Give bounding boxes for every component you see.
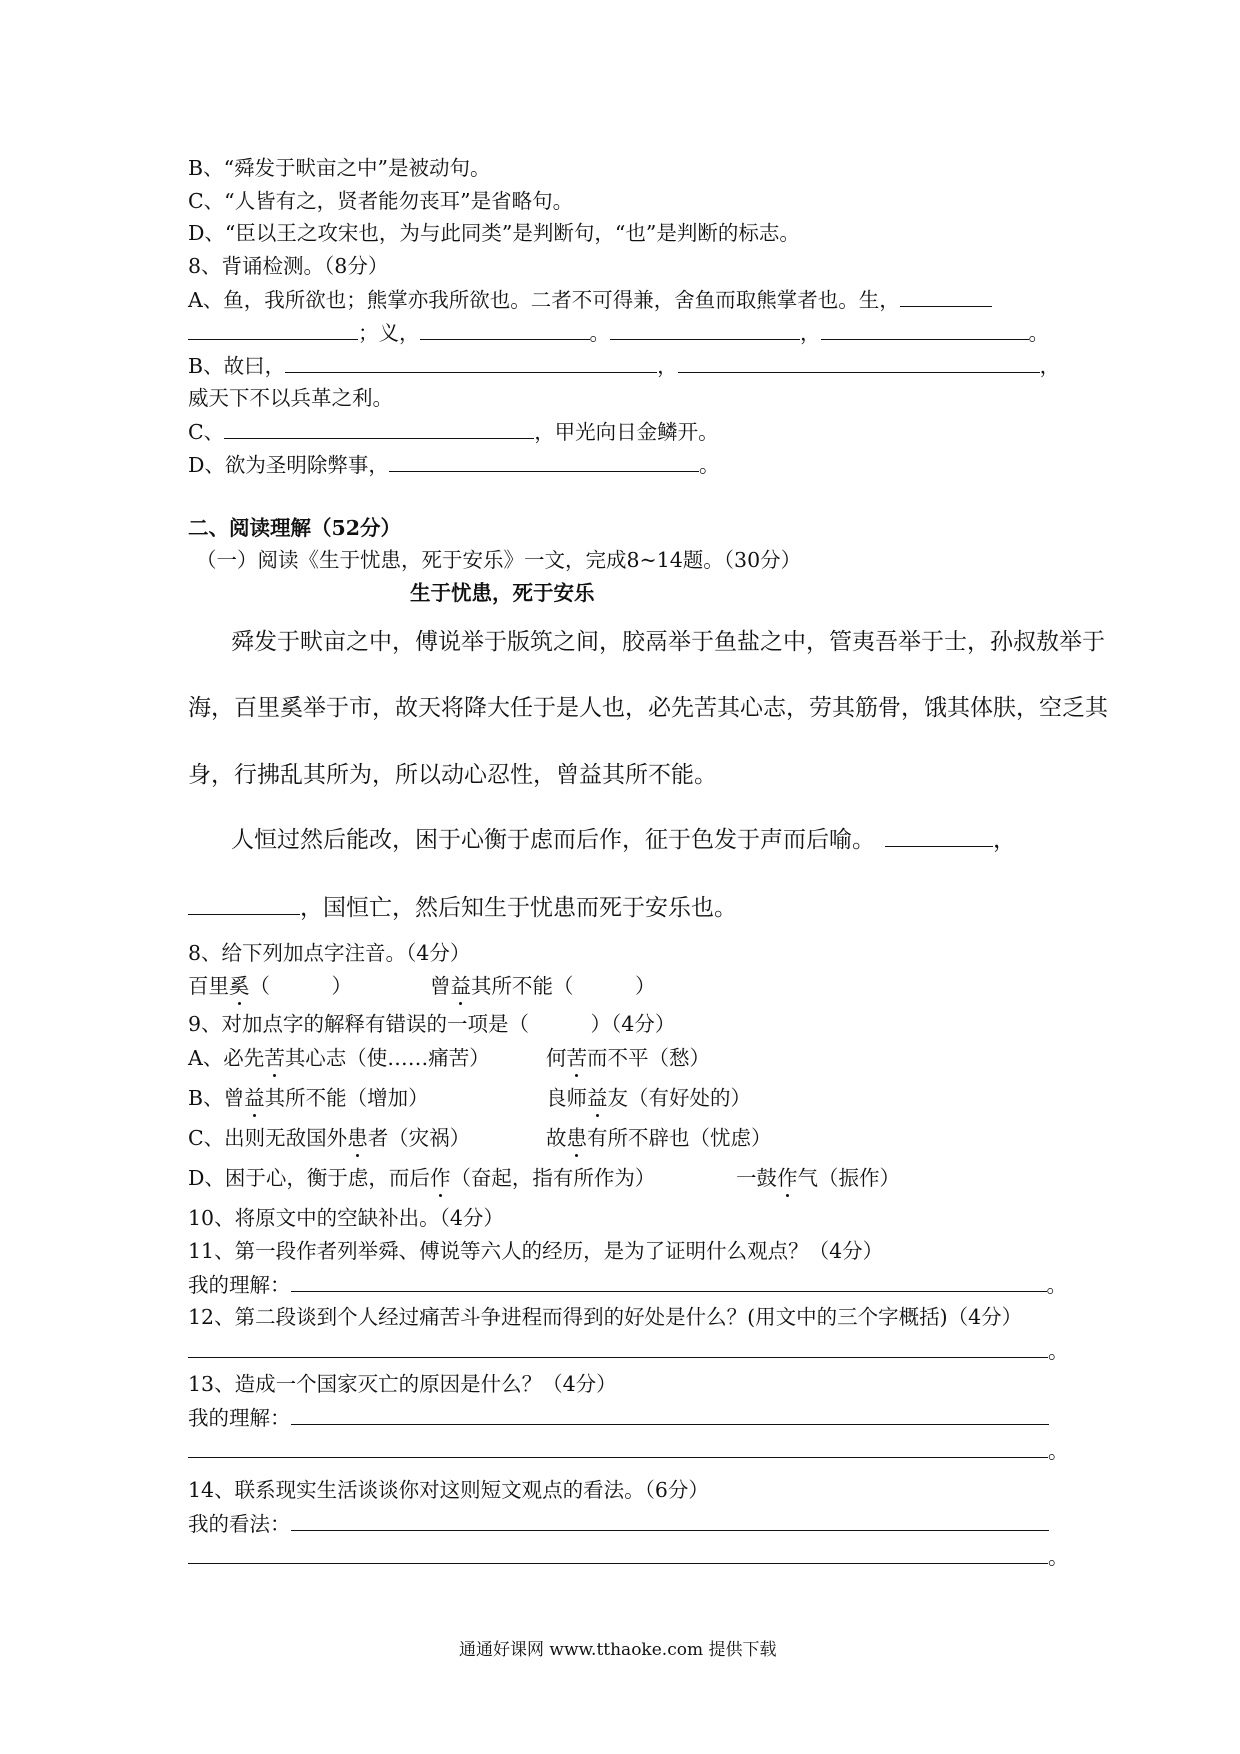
q7-option-b: B、“舜发于畎亩之中”是被动句。 — [188, 156, 491, 180]
q8-item-2 — [430, 973, 656, 999]
dotted-char: 益 — [244, 1086, 265, 1110]
q9-text: 友（有好处的） — [607, 1086, 751, 1110]
punct: ， — [657, 354, 678, 378]
q9-b-left — [188, 1085, 429, 1111]
q9-text: D、困于心，衡于虑，而后 — [188, 1166, 430, 1190]
q8-title: 8、给下列加点字注音。（4分） — [188, 941, 471, 965]
q9-text: 而不平（愁） — [587, 1046, 710, 1070]
q11-title: 11、第一段作者列举舜、傅说等六人的经历，是为了证明什么观点？（4分） — [188, 1239, 884, 1263]
q8-recite-c — [188, 418, 719, 445]
q8-item-1 — [188, 973, 352, 999]
answer-label: 我的理解： — [188, 1406, 291, 1430]
q8-recite-d-text: D、欲为圣明除弊事， — [188, 453, 389, 477]
q8-recite-title: 8、背诵检测。（8分） — [188, 254, 389, 278]
q9-a-right — [546, 1045, 710, 1071]
dotted-char: 益 — [450, 974, 471, 998]
punct: ， — [1039, 354, 1061, 378]
answer-label: 我的理解： — [188, 1273, 291, 1297]
q9-text: 何 — [546, 1046, 567, 1070]
answer-blank[interactable] — [188, 894, 300, 915]
dotted-char: 益 — [587, 1086, 608, 1110]
answer-blank[interactable] — [188, 1543, 1048, 1564]
punct: 。 — [1048, 1545, 1069, 1569]
passage-p1-line3: 身，行拂乱其所为，所以动心忍性，曾益其所不能。 — [188, 762, 717, 788]
passage-p2-text: 人恒过然后能改，困于心衡于虑而后作，征于色发于声而后喻。 — [231, 827, 875, 853]
q9-text: A、必先 — [188, 1046, 265, 1070]
q9-c-right — [546, 1125, 772, 1151]
q14-answer-line1 — [188, 1510, 1049, 1537]
q9-b-right — [546, 1085, 751, 1111]
punct: 。 — [1048, 1439, 1069, 1463]
answer-blank[interactable] — [291, 1510, 1049, 1531]
q8-recite-b-text: B、故曰， — [188, 354, 286, 378]
q7-option-c: C、“人皆有之，贤者能勿丧耳”是省略句。 — [188, 189, 574, 213]
punct: ， — [800, 321, 821, 345]
q8-item-2-pre: 曾 — [430, 974, 451, 998]
answer-blank[interactable] — [188, 1337, 1048, 1358]
section-title: 二、阅读理解（52分） — [188, 516, 402, 540]
answer-blank[interactable] — [291, 1404, 1049, 1425]
passage-p2-text2: ，国恒亡，然后知生于忧患而死于安乐也。 — [300, 895, 737, 921]
punct: 。 — [698, 453, 720, 477]
q8-item-2-post: 其所不能（ ） — [471, 974, 656, 998]
answer-blank[interactable] — [291, 1271, 1047, 1292]
dotted-char: 作 — [777, 1166, 798, 1190]
q11-answer-line — [188, 1271, 1067, 1298]
q8-recite-a-mid: ；义， — [358, 321, 420, 345]
answer-blank[interactable] — [900, 286, 992, 307]
answer-blank[interactable] — [678, 352, 1040, 373]
answer-blank[interactable] — [224, 418, 534, 439]
passage-p2-line2 — [188, 893, 737, 923]
q12-answer-line — [188, 1337, 1069, 1364]
dotted-char: 作 — [429, 1166, 451, 1190]
passage-p1-line2: 海，百里奚举于市，故天将降大任于是人也，必先苦其心志，劳其筋骨，饿其体肤，空乏其 — [188, 695, 1108, 721]
answer-blank[interactable] — [420, 319, 590, 340]
passage-p2-line1 — [231, 825, 1016, 855]
dotted-char: 患 — [347, 1126, 368, 1150]
q10-title: 10、将原文中的空缺补出。（4分） — [188, 1206, 504, 1230]
section-subtitle: （一）阅读《生于忧患，死于安乐》一文，完成8~14题。（30分） — [196, 548, 802, 572]
q7-option-d: D、“臣以王之攻宋也，为与此同类”是判断句，“也”是判断的标志。 — [188, 221, 800, 245]
answer-blank[interactable] — [885, 826, 993, 847]
passage-p1-line1: 舜发于畎亩之中，傅说举于版筑之间，胶鬲举于鱼盐之中，管夷吾举于士，孙叔敖举于 — [231, 629, 1105, 655]
punct: 。 — [1046, 1273, 1067, 1297]
q13-answer-line2 — [188, 1437, 1069, 1464]
q8-recite-b-line1 — [188, 352, 1060, 379]
q9-text: 良师 — [546, 1086, 587, 1110]
answer-label: 我的看法： — [188, 1512, 291, 1536]
q13-answer-line1 — [188, 1404, 1049, 1431]
q9-text: （奋起，指有所作为） — [450, 1166, 656, 1190]
q9-d-right — [736, 1165, 900, 1191]
answer-blank[interactable] — [821, 319, 1029, 340]
answer-blank[interactable] — [389, 451, 699, 472]
q9-text: 其心志（使……痛苦） — [284, 1046, 490, 1070]
q8-recite-c-text: ，甲光向日金鳞开。 — [534, 420, 719, 444]
q9-text: 有所不辟也（忧虑） — [587, 1126, 772, 1150]
punct: 。 — [1048, 1339, 1069, 1363]
q9-title: 9、对加点字的解释有错误的一项是（ ）（4分） — [188, 1012, 676, 1036]
footer: 通通好课网 www.tthaoke.com 提供下载 — [459, 1640, 777, 1660]
q8-recite-a-line1 — [188, 286, 992, 313]
q8-recite-b-line2: 威天下不以兵革之利。 — [188, 386, 393, 410]
dotted-char: 苦 — [264, 1046, 285, 1070]
q9-text: 气（振作） — [797, 1166, 900, 1190]
q13-title: 13、造成一个国家灭亡的原因是什么？（4分） — [188, 1372, 617, 1396]
dotted-char: 苦 — [566, 1046, 587, 1070]
dotted-char: 奚 — [229, 974, 250, 998]
q8-item-1-pre: 百里 — [188, 974, 229, 998]
punct: 。 — [1028, 321, 1049, 345]
q14-answer-line2 — [188, 1543, 1069, 1570]
dotted-char: 患 — [566, 1126, 587, 1150]
q8-recite-c-label: C、 — [188, 420, 225, 444]
q9-text: 其所不能（增加） — [264, 1086, 429, 1110]
q8-recite-a-line2 — [188, 319, 1049, 346]
q8-recite-d — [188, 451, 719, 478]
punct: 。 — [589, 321, 610, 345]
q12-title: 12、第二段谈到个人经过痛苦斗争进程而得到的好处是什么？(用文中的三个字概括)（4分） — [188, 1305, 1023, 1329]
q8-item-1-post: （ ） — [249, 974, 352, 998]
q8-recite-a-text: A、鱼，我所欲也；熊掌亦我所欲也。二者不可得兼，舍鱼而取熊掌者也。生， — [188, 288, 900, 312]
q9-a-left — [188, 1045, 490, 1071]
q9-text: 一鼓 — [736, 1166, 777, 1190]
q9-text: 者（灾祸） — [367, 1126, 471, 1150]
answer-blank[interactable] — [188, 319, 358, 340]
q9-c-left — [188, 1125, 470, 1151]
q9-text: B、曾 — [188, 1086, 245, 1110]
answer-blank[interactable] — [285, 352, 657, 373]
answer-blank[interactable] — [610, 319, 800, 340]
q9-d-left — [188, 1165, 655, 1191]
q9-text: C、出则无敌国外 — [188, 1126, 348, 1150]
passage-title: 生于忧患，死于安乐 — [410, 581, 595, 605]
answer-blank[interactable] — [188, 1437, 1048, 1458]
q9-text: 故 — [546, 1126, 567, 1150]
punct: ， — [993, 827, 1016, 853]
q14-title: 14、联系现实生活谈谈你对这则短文观点的看法。（6分） — [188, 1478, 709, 1502]
